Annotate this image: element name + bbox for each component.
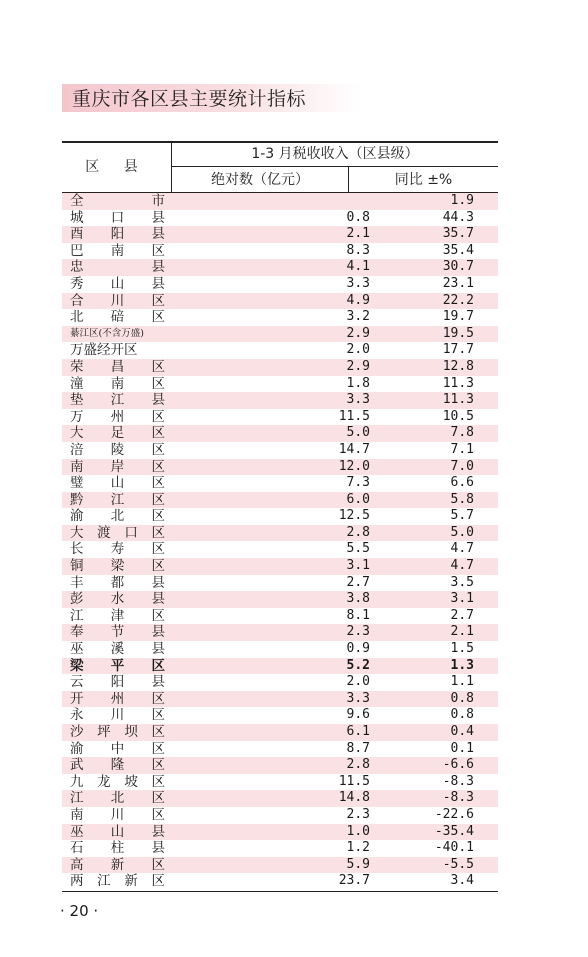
region-name: 江 北 区	[70, 790, 165, 807]
region-name: 潼 南 区	[70, 375, 165, 392]
table-row	[62, 608, 498, 625]
yoy-value-cell: 11.3	[442, 392, 474, 408]
abs-value-cell: 5.0	[346, 425, 370, 441]
abs-value-cell: 8.1	[346, 607, 370, 623]
abs-value-cell: 2.1	[346, 226, 370, 242]
table-row	[62, 658, 498, 675]
abs-value-cell: 3.3	[346, 275, 370, 291]
abs-value-cell: 12.0	[338, 458, 370, 474]
abs-value-cell: 3.1	[346, 558, 370, 574]
abs-value-cell: 1.2	[346, 840, 370, 856]
region-name: 万盛经开区	[70, 342, 138, 359]
table-row	[62, 342, 498, 359]
header-mid-rule	[172, 166, 498, 167]
region-name: 巫 溪 县	[70, 641, 165, 658]
abs-value-cell: 1.8	[346, 375, 370, 391]
yoy-value-cell: 30.7	[442, 259, 474, 275]
abs-value-cell: 3.3	[346, 690, 370, 706]
region-header: 区 县	[85, 159, 148, 175]
yoy-value-cell: 2.7	[450, 607, 474, 623]
region-name: 大 足 区	[70, 425, 165, 442]
abs-value-cell: 1.0	[346, 823, 370, 839]
yoy-value-cell: -8.3	[442, 790, 474, 806]
abs-value-cell: 2.0	[346, 674, 370, 690]
abs-value-cell: 3.3	[346, 392, 370, 408]
yoy-value-cell: 0.4	[450, 724, 474, 739]
abs-value-cell: 2.0	[346, 342, 370, 358]
region-name: 城 口 县	[70, 209, 165, 226]
abs-value-cell: 23.7	[338, 873, 370, 889]
abs-value-cell: 2.3	[346, 624, 370, 640]
table-row	[62, 492, 498, 509]
table-row	[62, 707, 498, 724]
abs-value-cell: 0.8	[346, 209, 370, 225]
table-row	[62, 575, 498, 592]
table-row	[62, 724, 498, 741]
table-row	[62, 691, 498, 708]
table-row	[62, 541, 498, 558]
table-row	[62, 459, 498, 476]
abs-value-header: 绝对数（亿元）	[211, 172, 309, 188]
table-row	[62, 226, 498, 243]
yoy-value-cell: 7.1	[450, 441, 474, 457]
yoy-value-cell: -35.4	[434, 823, 474, 839]
yoy-value-cell: 3.5	[450, 574, 474, 590]
table-row	[62, 293, 498, 310]
yoy-value-cell: 1.9	[450, 193, 474, 208]
region-name: 璧 山 区	[70, 475, 165, 492]
yoy-value-cell: 3.1	[450, 591, 474, 607]
abs-value-cell: 4.1	[346, 259, 370, 275]
region-name: 梁 平 区	[70, 657, 165, 674]
table-row	[62, 558, 498, 575]
table-row	[62, 824, 498, 841]
table-row	[62, 641, 498, 658]
abs-value-cell: 11.5	[338, 773, 370, 789]
region-name: 酉 阳 县	[70, 226, 165, 243]
abs-value-cell: 3.2	[346, 309, 370, 325]
region-name: 武 隆 区	[70, 757, 165, 774]
yoy-value-cell: -5.5	[442, 856, 474, 872]
abs-value-cell: 6.0	[346, 491, 370, 507]
abs-value-cell: 2.8	[346, 757, 370, 773]
region-name: 万 州 区	[70, 408, 165, 425]
table-row	[62, 790, 498, 807]
data-table-body	[62, 193, 498, 890]
yoy-value-cell: 7.8	[450, 425, 474, 441]
yoy-value-cell: -8.3	[442, 773, 474, 789]
yoy-value-cell: 17.7	[442, 342, 474, 358]
abs-value-cell: 4.9	[346, 292, 370, 308]
table-row	[62, 276, 498, 293]
region-name: 两 江 新 区	[70, 873, 165, 890]
yoy-value-cell: 4.7	[450, 558, 474, 574]
yoy-value-cell: 0.1	[450, 740, 474, 756]
table-row	[62, 309, 498, 326]
table-row	[62, 508, 498, 525]
yoy-value-cell: 1.3	[450, 657, 474, 673]
region-name: 北 碚 区	[70, 309, 165, 326]
table-row	[62, 243, 498, 260]
region-name: 永 川 区	[70, 707, 165, 724]
region-name: 合 川 区	[70, 292, 165, 309]
table-row	[62, 210, 498, 227]
yoy-value-cell: 12.8	[442, 358, 474, 374]
yoy-value-cell: 1.1	[450, 674, 474, 690]
abs-value-cell: 11.5	[338, 408, 370, 424]
page-title: 重庆市各区县主要统计指标	[72, 88, 307, 110]
abs-value-cell: 2.8	[346, 524, 370, 540]
table-row	[62, 591, 498, 608]
abs-value-cell: 14.7	[338, 441, 370, 457]
region-name: 沙 坪 坝 区	[70, 724, 165, 740]
table-row	[62, 409, 498, 426]
table-row	[62, 392, 498, 409]
yoy-value-cell: 5.8	[450, 491, 474, 507]
region-name: 渝 北 区	[70, 508, 165, 525]
region-name: 垫 江 县	[70, 392, 165, 409]
abs-value-cell: 5.2	[346, 657, 370, 673]
region-name: 全 市	[70, 193, 165, 209]
region-name: 九 龙 坡 区	[70, 773, 165, 790]
abs-value-cell: 7.3	[346, 475, 370, 491]
abs-value-cell: 2.9	[346, 325, 370, 341]
region-name: 奉 节 县	[70, 624, 165, 641]
abs-value-cell: 12.5	[338, 508, 370, 524]
yoy-value-cell: 0.8	[450, 690, 474, 706]
abs-value-cell: 5.5	[346, 541, 370, 557]
abs-value-cell: 2.3	[346, 806, 370, 822]
abs-value-cell: 2.9	[346, 358, 370, 374]
yoy-value-cell: 4.7	[450, 541, 474, 557]
table-row	[62, 857, 498, 874]
yoy-value-cell: -22.6	[434, 806, 474, 822]
table-row	[62, 807, 498, 824]
table-row	[62, 624, 498, 641]
page-number: · 20 ·	[60, 902, 99, 920]
yoy-header: 同比 ±%	[394, 172, 453, 188]
region-name: 高 新 区	[70, 856, 165, 873]
table-row	[62, 840, 498, 857]
yoy-value-cell: 0.8	[450, 707, 474, 723]
region-name: 长 寿 区	[70, 541, 165, 558]
region-name: 石 柱 县	[70, 840, 165, 857]
abs-value-cell: 14.8	[338, 790, 370, 806]
region-name: 巫 山 县	[70, 823, 165, 840]
abs-value-cell: 0.9	[346, 641, 370, 657]
region-name: 开 州 区	[70, 690, 165, 707]
yoy-value-cell: 22.2	[442, 292, 474, 308]
yoy-value-cell: 35.7	[442, 226, 474, 242]
table-row	[62, 259, 498, 276]
yoy-value-cell: 10.5	[442, 408, 474, 424]
abs-value-cell	[172, 193, 370, 210]
yoy-value-cell: 3.4	[450, 873, 474, 889]
abs-value-cell: 8.3	[346, 242, 370, 258]
region-name: 荣 昌 区	[70, 358, 165, 375]
yoy-value-cell: 11.3	[442, 375, 474, 391]
table-row	[62, 359, 498, 376]
region-name: 彭 水 县	[70, 591, 165, 608]
yoy-value-cell: 5.0	[450, 524, 474, 540]
region-name: 南 川 区	[70, 806, 165, 823]
yoy-value-cell: 1.5	[450, 641, 474, 657]
table-row	[62, 674, 498, 691]
region-name: 黔 江 区	[70, 491, 165, 508]
abs-value-cell: 9.6	[346, 707, 370, 723]
abs-value-cell: 8.7	[346, 740, 370, 756]
table-row	[62, 757, 498, 774]
table-row	[62, 741, 498, 758]
table-row	[62, 873, 498, 890]
table-row	[62, 376, 498, 393]
abs-value-cell: 2.7	[346, 574, 370, 590]
table-row	[62, 326, 498, 343]
table-row	[62, 774, 498, 791]
region-name: 大 渡 口 区	[70, 524, 165, 541]
yoy-value-cell: 44.3	[442, 209, 474, 225]
yoy-value-cell: 19.7	[442, 309, 474, 325]
table-top-rule	[62, 141, 498, 143]
yoy-value-cell: -40.1	[434, 840, 474, 856]
table-row	[62, 475, 498, 492]
yoy-value-cell: 5.7	[450, 508, 474, 524]
abs-value-cell: 6.1	[346, 724, 370, 739]
table-row	[62, 525, 498, 542]
region-name: 江 津 区	[70, 607, 165, 624]
region-name: 渝 中 区	[70, 740, 165, 757]
region-name: 丰 都 县	[70, 574, 165, 591]
yoy-value-cell: 2.1	[450, 624, 474, 640]
table-row	[62, 442, 498, 459]
region-name: 南 岸 区	[70, 458, 165, 475]
tax-group-header: 1-3 月税收收入（区县级）	[251, 146, 419, 162]
yoy-value-cell: -6.6	[442, 757, 474, 773]
region-name: 綦江区(不含万盛)	[70, 327, 144, 339]
region-name: 巴 南 区	[70, 242, 165, 259]
table-row	[62, 193, 498, 210]
region-name: 涪 陵 区	[70, 441, 165, 458]
abs-value-cell: 3.8	[346, 591, 370, 607]
region-name: 铜 梁 区	[70, 558, 165, 575]
table-row	[62, 425, 498, 442]
table-bottom-rule	[62, 891, 498, 892]
yoy-value-cell: 35.4	[442, 242, 474, 258]
region-name: 秀 山 县	[70, 275, 165, 292]
region-name: 云 阳 县	[70, 674, 165, 691]
abs-value-cell: 5.9	[346, 856, 370, 872]
yoy-value-cell: 7.0	[450, 458, 474, 474]
yoy-value-cell: 6.6	[450, 475, 474, 491]
yoy-value-cell: 19.5	[442, 325, 474, 341]
region-name: 忠 县	[70, 259, 165, 276]
yoy-value-cell: 23.1	[442, 275, 474, 291]
